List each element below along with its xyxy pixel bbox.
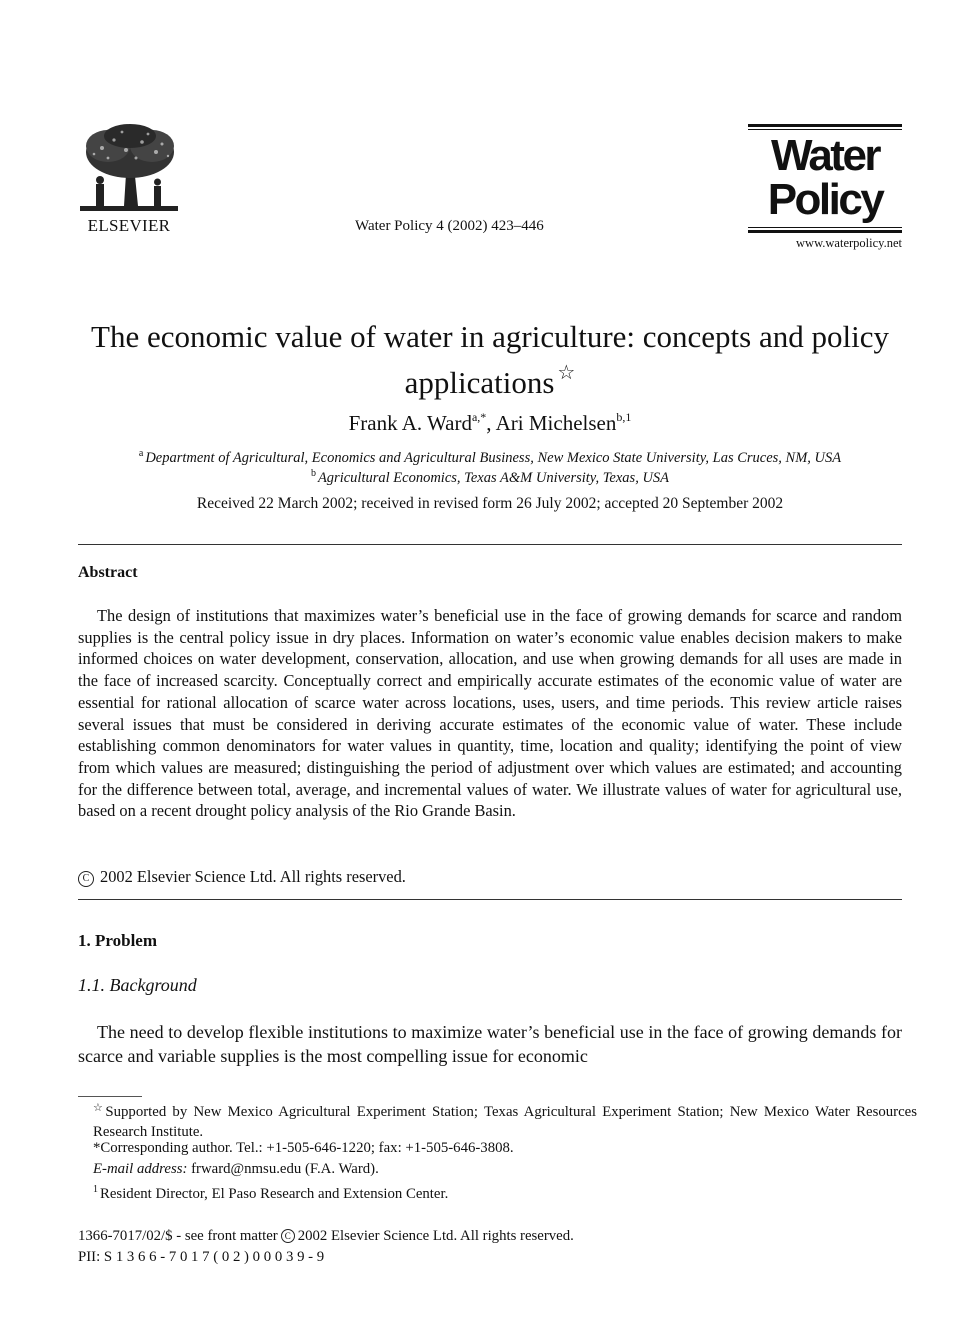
- author-name: Ari Michelsen: [495, 411, 617, 435]
- copyright-text: 2002 Elsevier Science Ltd. All rights reserved.: [100, 867, 406, 886]
- abstract-heading: Abstract: [78, 564, 138, 581]
- author-list: Frank A. Ward$^{a,*}$, Ari Michelsen$^{b,1}$: [348, 410, 632, 435]
- affiliation-b: [60, 468, 920, 487]
- abstract-text: The design of institutions that maximizes water’s beneficial use in the face of growing demands for scarce and random supplies is the central policy issue in dry places. Information on water’s economic value enables decision makers to make informed choices on water development, conservation, allocation, and use when growing demands for all uses are made in the face of increased scarcity. Conceptually correct and empirically accurate estimates of the economic value of water are essential for rational allocation of scarce water across locations, uses, users, and time periods. This review article raises several issues that must be considered in deriving accurate estimates of the economic value of water. These include establishing common denominators for water values in quantity, time, location and quality; identifying the point of view from which values are measured; distinguishing the period of adjustment over which values are estimated; and accounting for the difference between total, average, and incremental values of water. We illustrate values of water for agricultural use, based on a recent drought policy analysis of the Rio Grande Basin.: [78, 606, 902, 821]
- journal-url: www.waterpolicy.net: [796, 236, 902, 250]
- footnote-email: [78, 1160, 917, 1180]
- copyright-icon: C: [78, 871, 94, 887]
- author-name: Frank A. Ward: [348, 411, 472, 435]
- affiliation-a: [60, 448, 920, 467]
- subsection-heading: 1.1. Background: [78, 975, 197, 995]
- received-dates: Received 22 March 2002; received in revised form 26 July 2002; accepted 20 September 2002: [196, 495, 784, 512]
- divider: [78, 899, 902, 900]
- email-label: E-mail address:: [93, 1161, 188, 1177]
- footnote-mark: 1: [93, 1184, 98, 1195]
- pii-line: PII: S 1 3 6 6 - 7 0 1 7 ( 0 2 ) 0 0 0 3 9 - 9: [78, 1249, 325, 1265]
- journal-logo-word-1: Water: [770, 131, 880, 180]
- publisher-logo: [78, 122, 180, 234]
- footnote-corresponding: *Corresponding author. Tel.: +1-505-646-1220; fax: +1-505-646-3808.: [93, 1140, 514, 1156]
- tree-icon: [78, 122, 180, 214]
- footnote-divider: [78, 1096, 142, 1097]
- footnote-1: [78, 1180, 917, 1205]
- journal-citation: Water Policy 4 (2002) 423–446: [355, 218, 544, 234]
- issn-line: [78, 1228, 574, 1245]
- affiliation-text: Department of Agricultural, Economics and Agricultural Business, New Mexico State University, Las Cruces, NM, USA: [145, 450, 842, 466]
- issn-text: 1366-7017/02/$ - see front matter: [78, 1228, 278, 1244]
- footnote-star-icon: ☆: [93, 1102, 106, 1114]
- affiliation-mark: b: [310, 468, 316, 479]
- publisher-name: ELSEVIER: [87, 216, 171, 235]
- copyright-icon: C: [281, 1229, 295, 1243]
- affiliation-text: Agricultural Economics, Texas A&M University, Texas, USA: [317, 470, 670, 486]
- author-affil-mark: a,*: [471, 410, 487, 424]
- affiliation-mark: a: [138, 448, 144, 459]
- title-note-star-icon: ☆: [557, 362, 576, 384]
- section-heading: 1. Problem: [78, 931, 158, 950]
- body-paragraph: The need to develop flexible institutions to maximize water’s beneficial use in the face of growing demands for scarce and variable supplies is the most compelling issue for economic: [78, 1022, 902, 1066]
- divider: [78, 544, 902, 545]
- footnote-funding: [78, 1099, 917, 1142]
- email-link[interactable]: frward@nmsu.edu (F.A. Ward).: [191, 1161, 379, 1177]
- footnote-text: Supported by New Mexico Agricultural Experiment Station; Texas Agricultural Experiment Station; New Mexico Water Resources Research Institute.: [93, 1104, 917, 1140]
- paper-title-text: The economic value of water in agriculture: concepts and policy applications: [91, 319, 889, 400]
- journal-logo-word-2: Policy: [767, 175, 883, 224]
- paper-title: [60, 318, 920, 401]
- author-affil-mark: b,1: [616, 410, 632, 424]
- abstract-copyright: [78, 867, 406, 887]
- footnote-text: Resident Director, El Paso Research and Extension Center.: [100, 1186, 449, 1202]
- journal-logo: [748, 124, 902, 254]
- issn-copyright-text: 2002 Elsevier Science Ltd. All rights reserved.: [297, 1228, 574, 1244]
